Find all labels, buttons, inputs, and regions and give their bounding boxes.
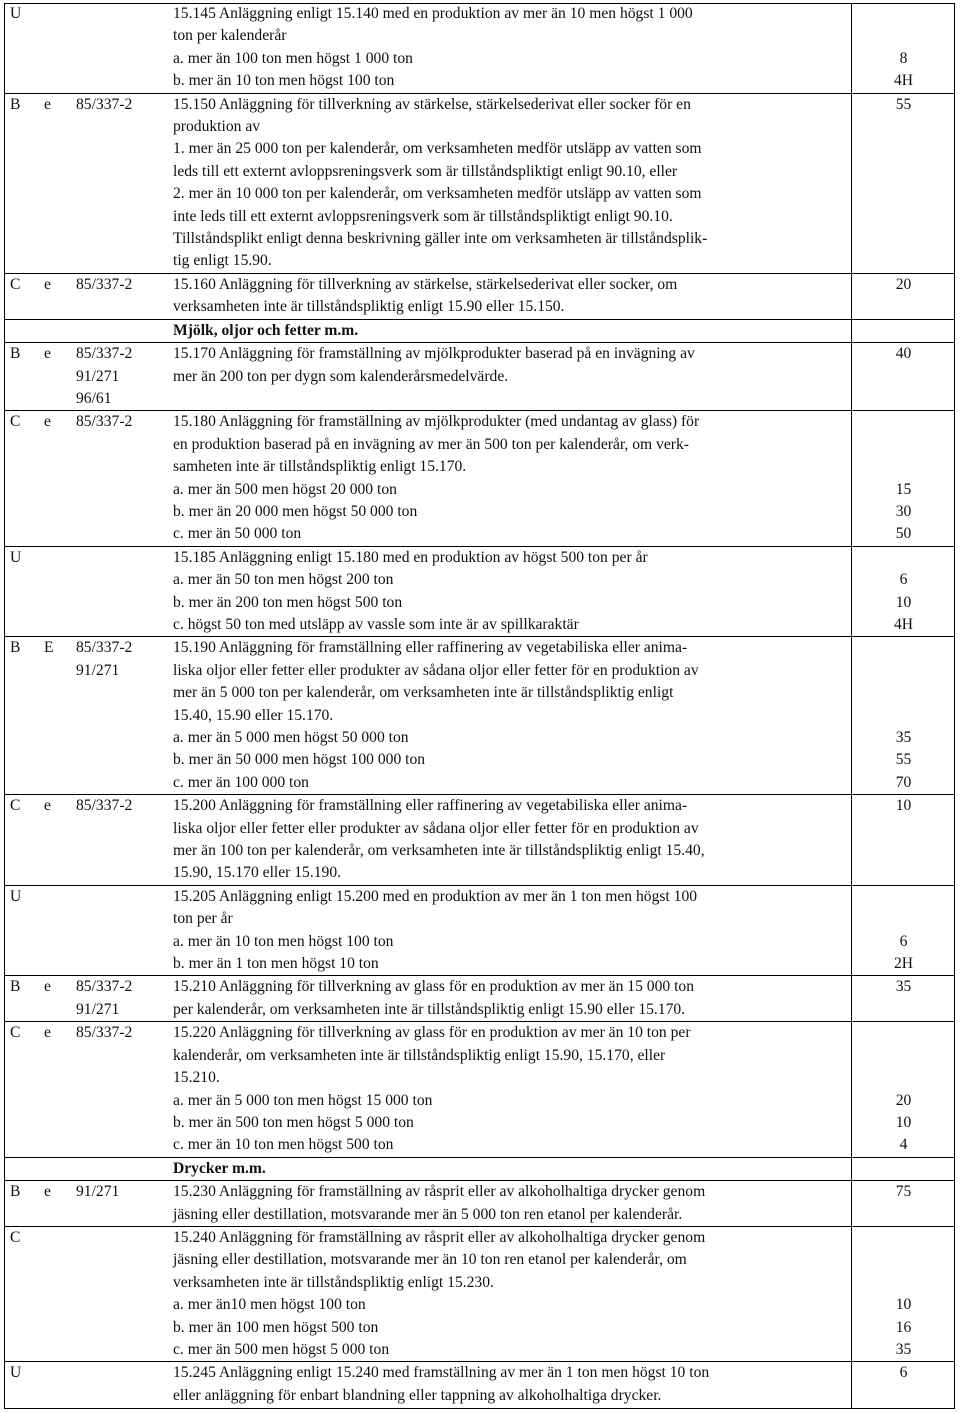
table-row [4,885,955,976]
class-code: C [10,1228,21,1246]
directive-ref: 85/337-2 [76,1024,133,1042]
fee-value [852,1227,955,1249]
table-row [4,343,955,411]
activity-description [170,3,852,93]
fee-value: 4H [893,72,914,90]
class-code: B [10,345,21,363]
description-line: a. mer än10 men högst 100 ton [173,1296,366,1314]
level-code: e [44,275,51,293]
table-row [4,1226,955,1361]
activity-description [170,1226,852,1361]
directive-ref: 91/271 [76,367,120,385]
directive-refs [72,93,170,273]
directive-refs [72,885,170,976]
fee-value: 20 [895,275,912,293]
directive-ref: 85/337-2 [76,95,133,113]
description-line: a. mer än 5 000 ton men högst 15 000 ton [173,1091,433,1109]
directive-refs [72,1226,170,1361]
description-line: samheten inte är tillståndspliktig enligt 15.170. [173,458,467,476]
level-code [42,1226,72,1361]
empty-cell [852,319,955,342]
description-line: 15.210. [173,1069,220,1087]
class-code: C [10,1024,21,1042]
fee-value: 6 [899,932,908,950]
fee-value: 10 [895,593,912,611]
level-code: e [44,1183,51,1201]
description-line: b. mer än 100 men högst 500 ton [173,1318,379,1336]
class-code: B [10,639,21,657]
description-line: b. mer än 500 ton men högst 5 000 ton [173,1113,414,1131]
fee-class [852,343,955,411]
directive-ref: 96/61 [76,389,112,407]
directive-ref: 85/337-2 [76,797,133,815]
fee-value [852,434,955,456]
fee-value: 10 [895,1296,912,1314]
directive-refs [72,343,170,411]
level-code: e [44,797,51,815]
fee-value: 16 [895,1318,912,1336]
directive-refs [72,795,170,886]
fee-value [852,660,955,682]
class-code: C [10,797,21,815]
description-line: 1. mer än 25 000 ton per kalenderår, om verksamheten medför utsläpp av vatten som [173,140,702,158]
fee-value: 70 [895,773,912,791]
level-code: e [44,95,51,113]
fee-value [852,886,955,908]
fee-value: 4H [893,615,914,633]
fee-value [852,25,955,47]
description-line: c. mer än 50 000 ton [173,525,302,543]
description-line: b. mer än 20 000 men högst 50 000 ton [173,502,418,520]
directive-refs [72,411,170,546]
directive-refs [72,3,170,93]
description-line: 15.210 Anläggning för tillverkning av glass för en produktion av mer än 15 000 ton [173,978,695,996]
activity-description [170,1022,852,1157]
activity-description [170,343,852,411]
class-code: U [10,887,22,905]
description-line: mer än 5 000 ton per kalenderår, om verksamheten inte är tillståndspliktig enligt [173,684,674,702]
fee-value: 15 [895,480,912,498]
description-line: c. högst 50 ton med utsläpp av vassle som inte är av spillkaraktär [173,615,579,633]
description-line: a. mer än 50 ton men högst 200 ton [173,571,394,589]
section-heading [170,1157,852,1180]
fee-value: 4 [899,1136,908,1154]
fee-class [852,885,955,976]
description-line: a. mer än 10 ton men högst 100 ton [173,932,394,950]
description-line: 15.40, 15.90 eller 15.170. [173,706,334,724]
table-row [4,3,955,93]
description-line: leds till ett externt avloppsreningsverk som är tillståndspliktigt enligt 90.10, eller [173,162,678,180]
fee-value [852,637,955,659]
description-line: 15.145 Anläggning enligt 15.140 med en produktion av mer än 10 men högst 1 000 [173,5,693,22]
description-line: verksamheten inte är tillståndspliktig enligt 15.230. [173,1273,494,1291]
fee-class [852,3,955,93]
fee-value [852,705,955,727]
fee-value: 6 [899,571,908,589]
section-heading-text: Drycker m.m. [173,1159,266,1177]
directive-refs [72,546,170,637]
description-line: per kalenderår, om verksamheten inte är tillståndspliktig enligt 15.90 eller 15.170. [173,1000,686,1018]
fee-value: 35 [895,978,912,996]
activity-description [170,1362,852,1407]
description-line: eller anläggning för enbart blandning eller tappning av alkoholhaltiga drycker. [173,1386,662,1404]
table-row [4,411,955,546]
section-heading-text: Mjölk, oljor och fetter m.m. [173,321,359,339]
fee-value: 6 [899,1364,908,1382]
table-row [4,546,955,637]
activity-description [170,93,852,273]
description-line: inte leds till ett externt avloppsreningsverk som är tillståndspliktigt enligt 90.10. [173,207,673,225]
directive-ref: 91/271 [76,1183,120,1201]
fee-value [852,1022,955,1044]
fee-class [852,1022,955,1157]
fee-value: 55 [895,95,912,113]
description-line: ton per kalenderår [173,27,287,45]
fee-value: 2H [893,955,914,973]
fee-class [852,1362,955,1407]
fee-class [852,273,955,319]
empty-cell [42,1157,72,1180]
fee-value [852,1249,955,1271]
description-line: a. mer än 5 000 men högst 50 000 ton [173,729,409,746]
description-line: b. mer än 10 ton men högst 100 ton [173,72,395,90]
description-line: c. mer än 10 ton men högst 500 ton [173,1136,394,1154]
section-heading [170,319,852,342]
fee-class [852,637,955,795]
table-row [4,1362,955,1407]
empty-cell [72,319,170,342]
description-line: a. mer än 100 ton men högst 1 000 ton [173,49,413,67]
directive-ref: 85/337-2 [76,413,133,431]
class-code: B [10,95,21,113]
activity-description [170,976,852,1022]
description-line: 15.150 Anläggning för tillverkning av stärkelse, stärkelsederivat eller socker för en [173,95,691,113]
activity-description [170,411,852,546]
table-row [4,637,955,795]
fee-value [852,1272,955,1294]
description-line: en produktion baserad på en invägning av mer än 500 ton per kalenderår, om verk- [173,435,689,453]
table-row [4,93,955,273]
class-code: C [10,275,21,293]
fee-value [852,908,955,930]
description-line: mer än 200 ton per dygn som kalenderårsmedelvärde. [173,367,509,385]
description-line: 15.180 Anläggning för framställning av mjölkprodukter (med undantag av glass) för [173,413,700,431]
class-code: B [10,1183,21,1201]
description-line: 15.190 Anläggning för framställning eller raffinering av vegetabiliska eller anima- [173,639,688,657]
description-line: verksamheten inte är tillståndspliktig enligt 15.90 eller 15.150. [173,298,565,316]
fee-value: 10 [895,797,912,815]
activity-description [170,546,852,637]
description-line: 15.220 Anläggning för tillverkning av glass för en produktion av mer än 10 ton per [173,1024,691,1042]
fee-value: 75 [895,1183,912,1201]
description-line: c. mer än 100 000 ton [173,773,309,791]
fee-class [852,411,955,546]
fee-class [852,795,955,886]
directive-refs [72,1022,170,1157]
level-code [42,1362,72,1407]
description-line: a. mer än 500 men högst 20 000 ton [173,480,397,498]
description-line: kalenderår, om verksamheten inte är tillståndspliktig enligt 15.90, 15.170, eller [173,1046,666,1064]
activity-description [170,273,852,319]
directive-ref: 85/337-2 [76,639,133,657]
description-line: c. mer än 500 men högst 5 000 ton [173,1340,390,1358]
fee-value [852,411,955,433]
directive-ref: 91/271 [76,1000,120,1018]
level-code [42,3,72,93]
fee-value [852,547,955,569]
description-line: produktion av [173,118,261,136]
table-row [4,976,955,1022]
fee-value: 10 [895,1113,912,1131]
description-line: tig enligt 15.90. [173,252,272,270]
fee-value: 20 [895,1091,912,1109]
directive-ref: 91/271 [76,661,120,679]
description-line: 2. mer än 10 000 ton per kalenderår, om verksamheten medför utsläpp av vatten som [173,185,702,203]
directive-refs [72,976,170,1022]
directive-ref: 85/337-2 [76,345,133,363]
directive-refs [72,1181,170,1227]
description-line: b. mer än 200 ton men högst 500 ton [173,593,403,611]
description-line: 15.185 Anläggning enligt 15.180 med en produktion av högst 500 ton per år [173,548,648,566]
description-line: 15.90, 15.170 eller 15.190. [173,864,342,882]
activity-description [170,1181,852,1227]
class-code: U [10,1364,22,1382]
level-code: e [44,345,51,363]
fee-value: 30 [895,502,912,520]
description-line: 15.240 Anläggning för framställning av råsprit eller av alkoholhaltiga drycker genom [173,1228,706,1246]
fee-class [852,1181,955,1227]
level-code [42,885,72,976]
fee-value [852,3,955,25]
description-line: 15.200 Anläggning för framställning eller raffinering av vegetabiliska eller anima- [173,797,688,815]
level-code [42,546,72,637]
fee-value: 40 [895,345,912,363]
activity-description [170,637,852,795]
activity-table [4,3,955,1407]
description-line: b. mer än 1 ton men högst 10 ton [173,955,379,973]
empty-cell [852,1157,955,1180]
fee-value [852,456,955,478]
fee-value: 35 [895,729,912,746]
directive-refs [72,637,170,795]
description-line: jäsning eller destillation, motsvarande mer än 5 000 ton ren etanol per kalenderår. [173,1205,683,1223]
table-row [4,1022,955,1157]
fee-class [852,546,955,637]
class-code: C [10,413,21,431]
description-line: b. mer än 50 000 men högst 100 000 ton [173,751,426,769]
fee-class [852,976,955,1022]
fee-value: 50 [895,525,912,543]
class-code: B [10,978,21,996]
description-line: ton per år [173,910,233,928]
fee-column-divider [851,3,852,1409]
fee-value [852,1067,955,1089]
fee-value: 55 [895,751,912,769]
empty-cell [4,319,42,342]
table-row [4,1181,955,1227]
description-line: Tillståndsplikt enligt denna beskrivning gäller inte om verksamheten är tillståndsplik- [173,230,708,248]
activity-description [170,885,852,976]
activity-table-body [4,3,955,1407]
fee-class [852,1226,955,1361]
directive-refs [72,1362,170,1407]
directive-ref: 85/337-2 [76,275,133,293]
description-line: 15.230 Anläggning för framställning av råsprit eller av alkoholhaltiga drycker genom [173,1183,706,1201]
description-line: liska oljor eller fetter eller produkter av sådana oljor eller fetter för en produktion av [173,819,699,837]
level-code: e [44,978,51,996]
empty-cell [42,319,72,342]
table-row [4,273,955,319]
activity-description [170,795,852,886]
fee-value [852,1045,955,1067]
table-row [4,795,955,886]
class-code: U [10,5,22,22]
directive-ref: 85/337-2 [76,978,133,996]
description-line: 15.170 Anläggning för framställning av mjölkprodukter baserad på en invägning av [173,345,695,363]
description-line: 15.160 Anläggning för tillverkning av stärkelse, stärkelsederivat eller socker, om [173,275,678,293]
fee-value: 35 [895,1340,912,1358]
description-line: liska oljor eller fetter eller produkter av sådana oljor eller fetter för en produktion av [173,661,699,679]
section-heading-row [4,319,955,342]
empty-cell [4,1157,42,1180]
fee-value: 8 [899,49,908,67]
description-line: 15.245 Anläggning enligt 15.240 med framställning av mer än 1 ton men högst 10 ton [173,1364,710,1382]
level-code: e [44,1024,51,1042]
empty-cell [72,1157,170,1180]
fee-class [852,93,955,273]
fee-value [852,682,955,704]
section-heading-row [4,1157,955,1180]
class-code: U [10,548,22,566]
level-code: e [44,413,51,431]
description-line: mer än 100 ton per kalenderår, om verksamheten inte är tillståndspliktig enligt 15.40, [173,842,705,860]
directive-refs [72,273,170,319]
level-code: E [44,639,54,657]
description-line: jäsning eller destillation, motsvarande mer än 10 ton ren etanol per kalenderår, om [173,1251,687,1269]
description-line: 15.205 Anläggning enligt 15.200 med en produktion av mer än 1 ton men högst 100 [173,887,698,905]
